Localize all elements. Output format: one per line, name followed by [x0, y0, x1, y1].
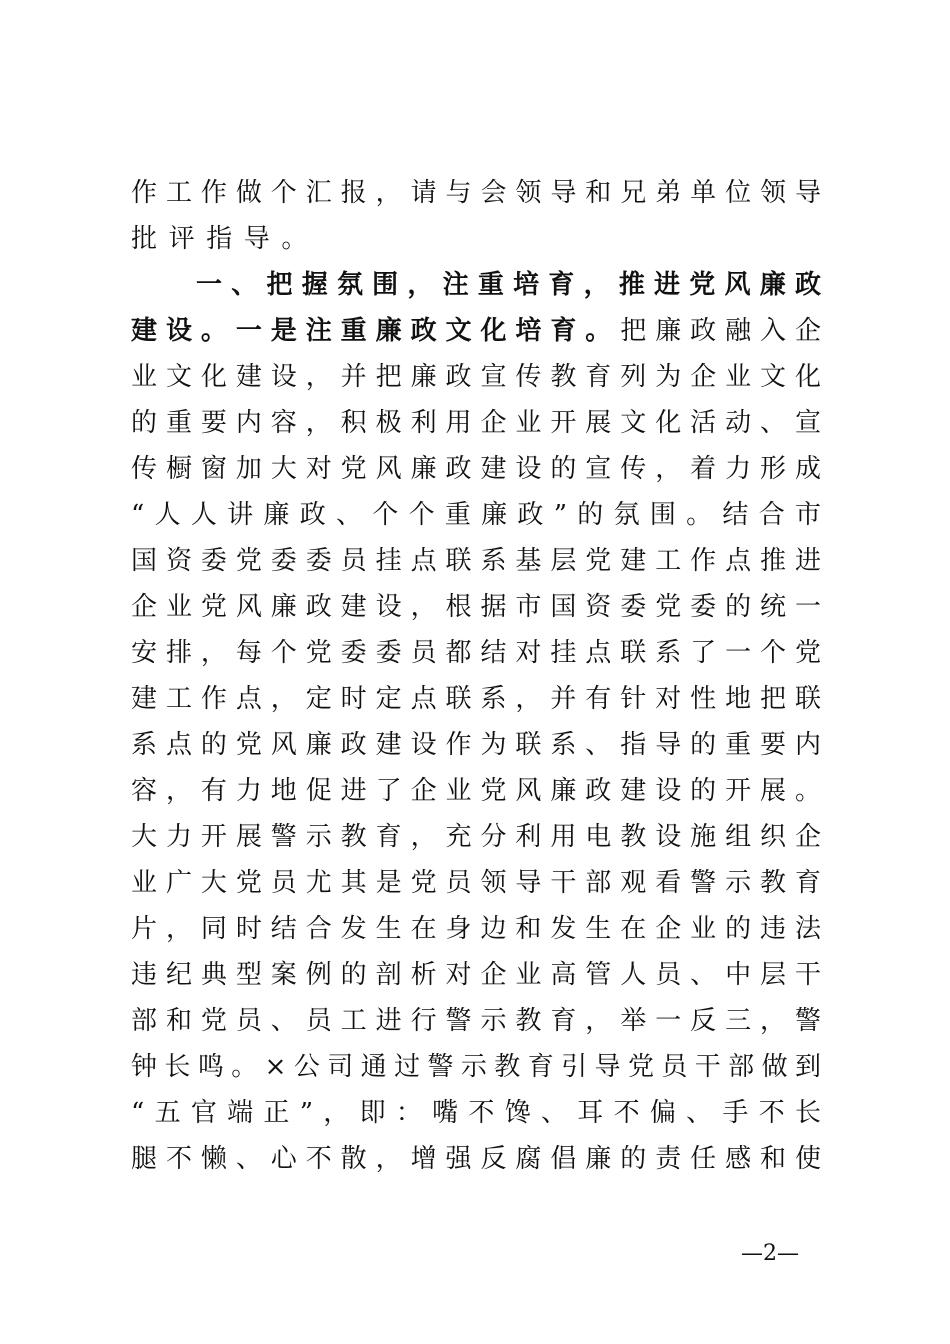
- text-line-6: 传橱窗加大对党风廉政建设的宣传，着力形成: [131, 454, 821, 484]
- text-line-19: 钟长鸣。×公司通过警示教育引导党员干部做到: [131, 1052, 821, 1082]
- text-line-11: 建工作点，定时定点联系，并有针对性地把联: [131, 684, 821, 714]
- text-line-16: 片，同时结合发生在身边和发生在企业的违法: [131, 914, 821, 944]
- section-heading-bold-text: 建设。一是注重廉政文化培育。: [131, 316, 621, 346]
- text-line-9: 企业党风廉政建设，根据市国资委党委的统一: [131, 592, 821, 622]
- paragraph-text-start: 把廉政融入企: [620, 316, 821, 346]
- text-line-1: 作工作做个汇报，请与会领导和兄弟单位领导: [131, 178, 821, 208]
- text-line-7: “人人讲廉政、个个重廉政”的氛围。结合市: [131, 500, 821, 530]
- section-heading-line-2: [131, 311, 821, 351]
- text-line-12: 系点的党风廉政建设作为联系、指导的重要内: [131, 730, 821, 760]
- text-line-17: 违纪典型案例的剖析对企业高管人员、中层干: [131, 960, 821, 990]
- text-line-4: 业文化建设，并把廉政宣传教育列为企业文化: [131, 362, 821, 392]
- text-line-15: 业广大党员尤其是党员领导干部观看警示教育: [131, 868, 821, 898]
- section-heading-line-1: 一、把握氛围，注重培育，推进党风廉政: [196, 270, 821, 300]
- text-line-20: “五官端正”，即：嘴不馋、耳不偏、手不长: [131, 1098, 821, 1128]
- text-line-8: 国资委党委委员挂点联系基层党建工作点推进: [131, 546, 821, 576]
- page-number: —2—: [741, 1241, 799, 1266]
- text-line-18: 部和党员、员工进行警示教育，举一反三，警: [131, 1006, 821, 1036]
- text-line-5: 的重要内容，积极利用企业开展文化活动、宣: [131, 408, 821, 438]
- text-line-10: 安排，每个党委委员都结对挂点联系了一个党: [131, 638, 821, 668]
- text-line-21: 腿不懒、心不散，增强反腐倡廉的责任感和使: [131, 1144, 821, 1174]
- text-line-13: 容，有力地促进了企业党风廉政建设的开展。: [131, 776, 821, 806]
- text-line-2: 批评指导。: [131, 224, 320, 254]
- text-line-14: 大力开展警示教育，充分利用电教设施组织企: [131, 822, 821, 852]
